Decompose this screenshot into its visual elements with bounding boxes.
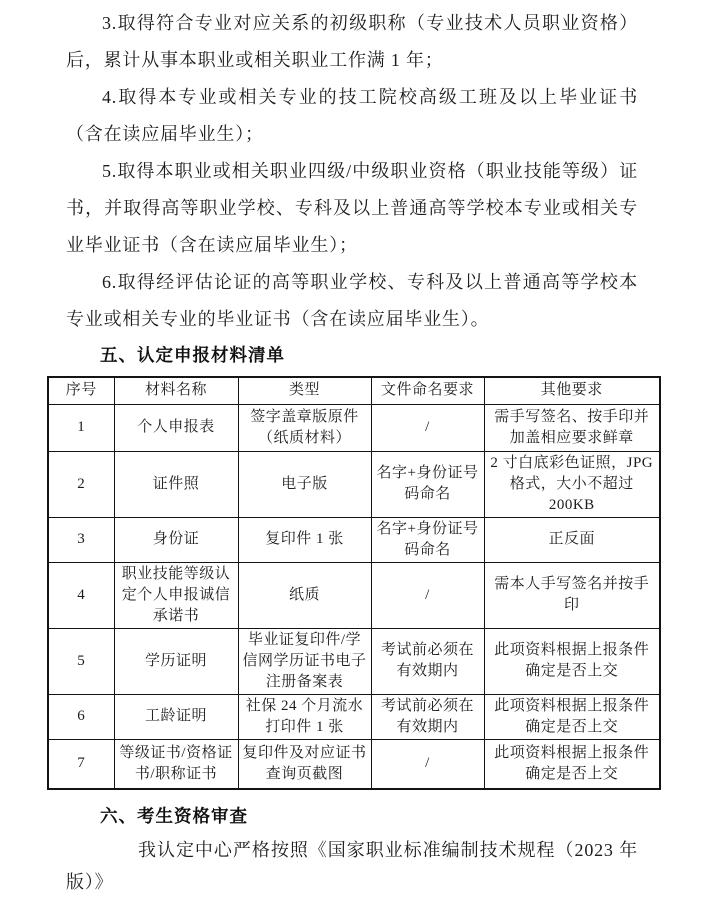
table-cell: 2 [48,451,114,517]
table-cell: 复印件及对应证书查询页截图 [238,739,371,789]
materials-table-body [48,404,660,789]
table-cell: / [371,562,484,628]
section6-paragraph: 我认定中心严格按照《国家职业标准编制技术规程（2023 年版）》 [66,840,638,892]
materials-table [47,376,661,790]
table-cell: 需本人手写签名并按手印 [484,562,660,628]
table-cell: / [371,404,484,451]
section5-heading: 五、认定申报材料清单 [100,345,285,365]
table-cell: 职业技能等级认定个人申报诚信承诺书 [114,562,238,628]
table-cell: 需手写签名、按手印并加盖相应要求鲜章 [484,404,660,451]
table-cell: 5 [48,628,114,694]
table-cell: 考试前必须在有效期内 [371,694,484,739]
table-cell: 电子版 [238,451,371,517]
table-cell: 正反面 [484,517,660,562]
table-row [48,628,660,694]
table-cell: 此项资料根据上报条件确定是否上交 [484,628,660,694]
column-header: 材料名称 [114,377,238,404]
column-header: 文件命名要求 [371,377,484,404]
table-row [48,517,660,562]
column-header: 类型 [238,377,371,404]
table-cell: 1 [48,404,114,451]
table-row [48,739,660,789]
table-cell: 6 [48,694,114,739]
table-cell: 复印件 1 张 [238,517,371,562]
table-cell: 身份证 [114,517,238,562]
table-cell: 名字+身份证号码命名 [371,451,484,517]
table-header-row [48,377,660,404]
table-row [48,404,660,451]
table-cell: 7 [48,739,114,789]
paragraph-clause-3: 3.取得符合专业对应关系的初级职称（专业技术人员职业资格）后，累计从事本职业或相关职业工作满 1 年； [66,13,638,70]
table-cell: 个人申报表 [114,404,238,451]
table-cell: 等级证书/资格证书/职称证书 [114,739,238,789]
paragraph-clause-6: 6.取得经评估论证的高等职业学校、专科及以上普通高等学校本专业或相关专业的毕业证书（含在读应届毕业生）。 [66,272,638,329]
table-cell: 签字盖章版原件（纸质材料） [238,404,371,451]
table-cell: 考试前必须在有效期内 [371,628,484,694]
table-cell: 毕业证复印件/学信网学历证书电子注册备案表 [238,628,371,694]
table-cell: 纸质 [238,562,371,628]
table-cell: / [371,739,484,789]
column-header: 序号 [48,377,114,404]
column-header: 其他要求 [484,377,660,404]
table-row [48,562,660,628]
table-row [48,694,660,739]
table-cell: 工龄证明 [114,694,238,739]
table-cell: 4 [48,562,114,628]
paragraph-clause-4: 4.取得本专业或相关专业的技工院校高级工班及以上毕业证书（含在读应届毕业生）； [66,87,638,144]
paragraph-clause-5: 5.取得本职业或相关职业四级/中级职业资格（职业技能等级）证书，并取得高等职业学校、专科及以上普通高等学校本专业或相关专业毕业证书（含在读应届毕业生）； [66,161,638,255]
section6-heading: 六、考生资格审查 [100,806,248,826]
table-cell: 3 [48,517,114,562]
table-cell: 此项资料根据上报条件确定是否上交 [484,739,660,789]
table-cell: 2 寸白底彩色证照，JPG 格式，大小不超过 200KB [484,451,660,517]
table-cell: 证件照 [114,451,238,517]
table-cell: 学历证明 [114,628,238,694]
table-cell: 此项资料根据上报条件确定是否上交 [484,694,660,739]
table-cell: 社保 24 个月流水打印件 1 张 [238,694,371,739]
table-cell: 名字+身份证号码命名 [371,517,484,562]
table-row [48,451,660,517]
